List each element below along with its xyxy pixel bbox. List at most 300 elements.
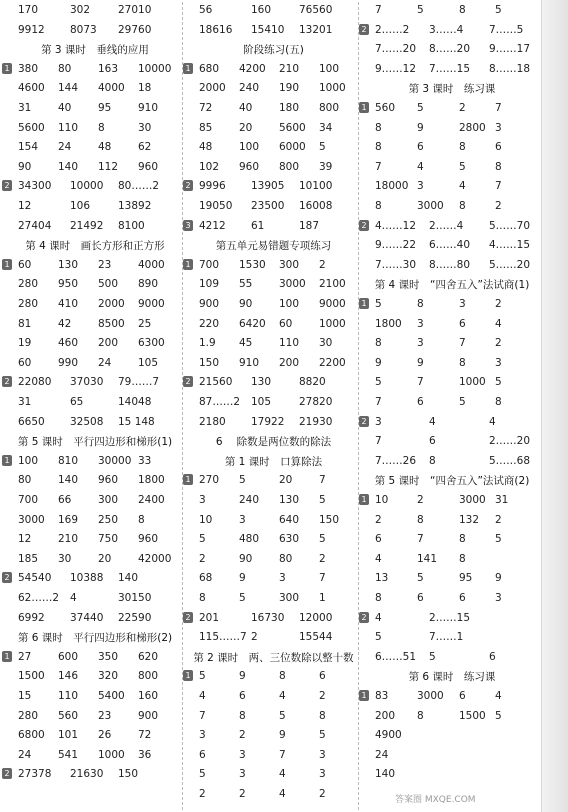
question-number-badge: 2 bbox=[359, 24, 369, 35]
lesson-heading bbox=[367, 81, 537, 97]
answer-value: 12 bbox=[18, 200, 32, 212]
answer-row bbox=[361, 493, 537, 507]
answer-row bbox=[367, 513, 537, 527]
answer-value: 24 bbox=[98, 356, 112, 369]
answer-value: 19050 bbox=[199, 200, 233, 212]
answer-value: 2 bbox=[319, 788, 326, 800]
answer-value: 240 bbox=[239, 82, 260, 95]
answer-value: 500 bbox=[98, 278, 119, 291]
answer-value: 5 bbox=[199, 670, 206, 683]
answer-value: 5 bbox=[459, 160, 466, 173]
answer-value: 8 bbox=[459, 356, 466, 369]
watermark-footer: 答案圈 MXQE.COM bbox=[395, 795, 476, 805]
answer-value: 115……7 bbox=[199, 631, 247, 644]
question-number-badge: 2 bbox=[183, 180, 193, 191]
answer-value: 90 bbox=[239, 298, 253, 310]
answer-value: 910 bbox=[138, 102, 159, 114]
answer-value: 25 bbox=[138, 317, 152, 330]
answer-value: 7 bbox=[375, 396, 382, 408]
answer-value: 80 bbox=[279, 552, 293, 565]
answer-value: 640 bbox=[279, 513, 300, 526]
answer-row bbox=[10, 728, 180, 742]
answer-value: 19 bbox=[18, 337, 32, 350]
answer-value: 280 bbox=[18, 278, 39, 291]
page-edge-strip bbox=[541, 0, 568, 812]
answer-value: 3 bbox=[417, 337, 424, 350]
answer-value: 8 bbox=[375, 337, 382, 350]
answer-value: 8 bbox=[417, 709, 424, 722]
answer-value: 4 bbox=[279, 788, 286, 800]
answer-row bbox=[191, 552, 356, 566]
answer-value: 700 bbox=[18, 494, 39, 506]
answer-value: 80 bbox=[18, 474, 32, 487]
question-number-badge: 2 bbox=[183, 376, 193, 387]
answer-value: 4 bbox=[199, 690, 206, 702]
answer-value: 4000 bbox=[138, 258, 165, 271]
answer-value: 5 bbox=[319, 729, 326, 742]
answer-value: 2 bbox=[319, 552, 326, 565]
answer-value: 21930 bbox=[299, 415, 333, 428]
answer-value: 1800 bbox=[138, 474, 165, 487]
answer-value: 21630 bbox=[70, 768, 104, 781]
answer-row bbox=[10, 199, 180, 213]
answer-row bbox=[4, 571, 180, 585]
answer-value: 15544 bbox=[299, 631, 333, 644]
answer-row bbox=[367, 552, 537, 566]
answer-value: 100 bbox=[279, 298, 300, 310]
answer-value: 380 bbox=[18, 62, 39, 75]
answer-row bbox=[10, 23, 180, 37]
answer-value: 4600 bbox=[18, 82, 45, 95]
answer-value: 110 bbox=[58, 121, 79, 134]
answer-value: 700 bbox=[199, 258, 220, 271]
question-number-badge: 1 bbox=[2, 651, 12, 662]
answer-value: 12 bbox=[18, 533, 32, 546]
answer-value: 30 bbox=[319, 337, 333, 350]
answer-value: 100 bbox=[18, 454, 39, 467]
answer-value: 9 bbox=[417, 356, 424, 369]
answer-value: 410 bbox=[58, 298, 79, 310]
heading-text: 第 4 课时 画长方形和正方形 bbox=[25, 240, 165, 253]
answer-value: 68 bbox=[199, 572, 213, 585]
answer-value: 6992 bbox=[18, 611, 45, 624]
answer-value: 24 bbox=[58, 141, 72, 154]
answer-value: 27010 bbox=[118, 4, 152, 16]
answer-value: 20 bbox=[239, 121, 253, 134]
answer-value: 5 bbox=[199, 533, 206, 546]
answer-value: 37440 bbox=[70, 611, 104, 624]
answer-value: 30150 bbox=[118, 592, 152, 604]
answer-row bbox=[4, 375, 180, 389]
answer-value: 4 bbox=[279, 690, 286, 702]
answer-value: 24 bbox=[375, 748, 389, 761]
answer-value: 61 bbox=[251, 219, 265, 232]
answer-value: 800 bbox=[279, 160, 300, 173]
answer-value: 2 bbox=[495, 200, 502, 212]
answer-value: 10100 bbox=[299, 180, 333, 193]
answer-value: 2 bbox=[239, 788, 246, 800]
question-number-badge: 1 bbox=[183, 63, 193, 74]
question-number-badge: 2 bbox=[2, 768, 12, 779]
answer-value: 185 bbox=[18, 552, 39, 565]
question-number-badge: 1 bbox=[2, 63, 12, 74]
answer-value: 31 bbox=[18, 102, 32, 114]
answer-row bbox=[367, 650, 537, 664]
answer-row bbox=[367, 42, 537, 56]
answer-value: 1500 bbox=[18, 670, 45, 683]
answer-value: 6300 bbox=[138, 337, 165, 350]
answer-value: 8 bbox=[375, 141, 382, 154]
answer-value: 5 bbox=[375, 298, 382, 310]
answer-value: 5 bbox=[375, 631, 382, 644]
answer-value: 3 bbox=[199, 494, 206, 506]
answer-value: 39 bbox=[319, 160, 333, 173]
answer-value: 13905 bbox=[251, 180, 285, 193]
answer-row bbox=[191, 513, 356, 527]
answer-value: 85 bbox=[199, 121, 213, 134]
answer-value: 6 bbox=[495, 141, 502, 154]
answer-value: 20 bbox=[279, 474, 293, 487]
lesson-heading bbox=[367, 277, 537, 293]
answer-value: 7 bbox=[375, 160, 382, 173]
answer-value: 320 bbox=[98, 670, 119, 683]
answer-value: 4 bbox=[495, 690, 502, 702]
answer-value: 7 bbox=[459, 337, 466, 350]
answer-value: 8 bbox=[375, 121, 382, 134]
answer-value: 5……68 bbox=[489, 454, 531, 467]
lesson-heading bbox=[191, 454, 356, 470]
answer-value: 101 bbox=[58, 729, 79, 742]
answer-value: 8 bbox=[459, 141, 466, 154]
answer-value: 2……20 bbox=[489, 435, 531, 448]
answer-row bbox=[367, 140, 537, 154]
answer-value: 2 bbox=[239, 729, 246, 742]
answer-value: 34300 bbox=[18, 180, 52, 193]
answer-value: 7 bbox=[319, 474, 326, 487]
answer-value: 6……40 bbox=[429, 239, 471, 252]
answer-value: 10 bbox=[375, 494, 389, 506]
answer-value: 1530 bbox=[239, 258, 266, 271]
answer-value: 6 bbox=[239, 690, 246, 702]
answer-value: 6 bbox=[319, 670, 326, 683]
answer-value: 300 bbox=[279, 258, 300, 271]
answer-row bbox=[367, 709, 537, 723]
answer-row bbox=[10, 277, 180, 291]
answer-row bbox=[10, 473, 180, 487]
answer-value: 60 bbox=[279, 317, 293, 330]
answer-value: 5……70 bbox=[489, 219, 531, 232]
answer-row bbox=[10, 611, 180, 625]
heading-text: 第 3 课时 练习课 bbox=[408, 83, 496, 96]
answer-value: 200 bbox=[375, 709, 396, 722]
answer-row bbox=[191, 199, 356, 213]
answer-value: 2 bbox=[495, 337, 502, 350]
answer-value: 7 bbox=[417, 533, 424, 546]
answer-value: 42000 bbox=[138, 552, 172, 565]
answer-value: 810 bbox=[58, 454, 79, 467]
answer-value: 5 bbox=[417, 102, 424, 114]
answer-value: 13201 bbox=[299, 23, 333, 36]
answer-value: 960 bbox=[98, 474, 119, 487]
answer-value: 4……15 bbox=[489, 239, 531, 252]
answer-value: 81 bbox=[18, 317, 32, 330]
answer-row bbox=[367, 336, 537, 350]
answer-value: 106 bbox=[70, 200, 91, 212]
answer-value: 7……26 bbox=[375, 454, 417, 467]
answer-value: 8500 bbox=[98, 317, 125, 330]
answer-value: 62 bbox=[138, 141, 152, 154]
answer-value: 27404 bbox=[18, 219, 52, 232]
answer-value: 33 bbox=[138, 454, 152, 467]
answer-value: 300 bbox=[279, 592, 300, 604]
answer-value: 45 bbox=[239, 337, 253, 350]
answer-value: 302 bbox=[70, 4, 91, 16]
answer-row bbox=[10, 121, 180, 135]
lesson-heading bbox=[367, 669, 537, 685]
lesson-heading bbox=[367, 473, 537, 489]
answer-value: 7 bbox=[199, 709, 206, 722]
answer-row bbox=[10, 532, 180, 546]
answer-value: 54540 bbox=[18, 572, 52, 585]
answer-value: 8 bbox=[138, 513, 145, 526]
answer-value: 40 bbox=[239, 102, 253, 114]
question-number-badge: 1 bbox=[359, 494, 369, 505]
answer-value: 7……1 bbox=[429, 631, 464, 644]
answer-row bbox=[10, 219, 180, 233]
answer-value: 17922 bbox=[251, 415, 285, 428]
answer-value: 560 bbox=[58, 709, 79, 722]
answer-row bbox=[10, 336, 180, 350]
answer-value: 1.9 bbox=[199, 337, 216, 350]
answer-row bbox=[4, 62, 180, 76]
lesson-heading bbox=[10, 630, 180, 646]
answer-value: 6 bbox=[417, 396, 424, 408]
answer-value: 16008 bbox=[299, 200, 333, 212]
answer-row bbox=[191, 415, 356, 429]
answer-row bbox=[185, 258, 356, 272]
answer-value: 163 bbox=[98, 62, 119, 75]
answer-row bbox=[361, 611, 537, 625]
answer-value: 541 bbox=[58, 748, 79, 761]
answer-value: 4 bbox=[495, 317, 502, 330]
answer-value: 990 bbox=[58, 356, 79, 369]
answer-row bbox=[10, 160, 180, 174]
answer-value: 3 bbox=[279, 572, 286, 585]
question-number-badge: 1 bbox=[359, 102, 369, 113]
answer-row bbox=[191, 493, 356, 507]
answer-value: 9912 bbox=[18, 23, 45, 36]
answer-value: 76560 bbox=[299, 4, 333, 16]
answer-row bbox=[191, 317, 356, 331]
answer-value: 3 bbox=[319, 768, 326, 781]
answer-value: 5 bbox=[429, 650, 436, 663]
answer-row bbox=[191, 81, 356, 95]
answer-row bbox=[185, 375, 356, 389]
answer-value: 4 bbox=[489, 415, 496, 428]
answer-value: 7 bbox=[495, 180, 502, 193]
answer-value: 8 bbox=[375, 592, 382, 604]
answer-row bbox=[367, 748, 537, 762]
answer-value: 8 bbox=[239, 709, 246, 722]
answer-value: 2 bbox=[459, 102, 466, 114]
question-number-badge: 1 bbox=[183, 474, 193, 485]
answer-value: 5 bbox=[199, 768, 206, 781]
answer-value: 3 bbox=[495, 592, 502, 604]
answer-value: 2180 bbox=[199, 415, 226, 428]
answer-value: 100 bbox=[319, 62, 340, 75]
answer-value: 7……20 bbox=[375, 43, 417, 56]
answer-value: 3 bbox=[239, 748, 246, 761]
answer-value: 6 bbox=[417, 592, 424, 604]
answer-row bbox=[367, 317, 537, 331]
heading-text: 阶段练习(五) bbox=[243, 44, 304, 57]
answer-value: 2400 bbox=[138, 494, 165, 506]
answer-row bbox=[10, 415, 180, 429]
answer-value: 9 bbox=[239, 572, 246, 585]
answer-value: 5600 bbox=[18, 121, 45, 134]
answer-value: 1800 bbox=[375, 317, 402, 330]
heading-text: 第 6 课时 练习课 bbox=[408, 671, 496, 684]
answer-value: 3 bbox=[239, 513, 246, 526]
answer-column-right bbox=[361, 0, 537, 812]
answer-value: 72 bbox=[138, 729, 152, 742]
answer-value: 102 bbox=[199, 160, 220, 173]
answer-value: 3000 bbox=[417, 690, 444, 702]
answer-value: 6800 bbox=[18, 729, 45, 742]
answer-value: 1000 bbox=[98, 748, 125, 761]
answer-value: 9……22 bbox=[375, 239, 417, 252]
answer-value: 3 bbox=[417, 180, 424, 193]
answer-value: 22590 bbox=[118, 611, 152, 624]
question-number-badge: 1 bbox=[359, 298, 369, 309]
answer-value: 9 bbox=[495, 572, 502, 585]
answer-value: 5400 bbox=[98, 690, 125, 702]
answer-value: 100 bbox=[239, 141, 260, 154]
answer-value: 3000 bbox=[417, 200, 444, 212]
answer-value: 4200 bbox=[239, 62, 266, 75]
answer-row bbox=[10, 140, 180, 154]
answer-value: 31 bbox=[18, 396, 32, 408]
answer-column-left bbox=[4, 0, 180, 812]
answer-row bbox=[191, 101, 356, 115]
answer-row bbox=[185, 219, 356, 233]
unit-heading bbox=[191, 434, 356, 450]
answer-row bbox=[4, 650, 180, 664]
answer-value: 2000 bbox=[98, 298, 125, 310]
answer-value: 18 bbox=[138, 82, 152, 95]
answer-value: 8……20 bbox=[429, 43, 471, 56]
answer-value: 2 bbox=[375, 513, 382, 526]
answer-value: 900 bbox=[138, 709, 159, 722]
answer-row bbox=[4, 258, 180, 272]
answer-row bbox=[191, 140, 356, 154]
answer-row bbox=[367, 3, 537, 17]
answer-value: 460 bbox=[58, 337, 79, 350]
answer-value: 5 bbox=[417, 572, 424, 585]
answer-row bbox=[367, 630, 537, 644]
question-number-badge: 1 bbox=[359, 690, 369, 701]
answer-row bbox=[10, 669, 180, 683]
answer-value: 190 bbox=[279, 82, 300, 95]
answer-value: 800 bbox=[319, 102, 340, 114]
answer-value: 3……4 bbox=[429, 23, 464, 36]
answer-value: 6 bbox=[459, 690, 466, 702]
answer-value: 240 bbox=[239, 494, 260, 506]
answer-row bbox=[185, 473, 356, 487]
answer-value: 13 bbox=[375, 572, 389, 585]
answer-value: 2 bbox=[495, 298, 502, 310]
answer-value: 8 bbox=[459, 552, 466, 565]
answer-row bbox=[10, 748, 180, 762]
heading-text: 第 5 课时 平行四边形和梯形(1) bbox=[17, 436, 173, 449]
answer-value: 5 bbox=[495, 533, 502, 546]
answer-value: 42 bbox=[58, 317, 72, 330]
answer-value: 109 bbox=[199, 278, 220, 291]
answer-value: 2……2 bbox=[375, 23, 410, 36]
answer-value: 270 bbox=[199, 474, 220, 487]
answer-row bbox=[367, 591, 537, 605]
answer-value: 2……4 bbox=[429, 219, 464, 232]
answer-value: 9000 bbox=[138, 298, 165, 310]
answer-value: 2200 bbox=[319, 356, 346, 369]
answer-value: 8073 bbox=[70, 23, 97, 36]
answer-row bbox=[4, 454, 180, 468]
question-number-badge: 2 bbox=[183, 612, 193, 623]
answer-value: 9……17 bbox=[489, 43, 531, 56]
answer-value: 7 bbox=[279, 748, 286, 761]
answer-value: 10388 bbox=[70, 572, 104, 585]
answer-row bbox=[10, 3, 180, 17]
answer-value: 146 bbox=[58, 670, 79, 683]
answer-value: 105 bbox=[251, 396, 272, 408]
answer-row bbox=[361, 23, 537, 37]
answer-value: 6 bbox=[199, 748, 206, 761]
question-number-badge: 1 bbox=[2, 455, 12, 466]
answer-value: 110 bbox=[279, 337, 300, 350]
answer-value: 7 bbox=[375, 4, 382, 16]
answer-value: 15 bbox=[18, 690, 32, 702]
answer-row bbox=[191, 748, 356, 762]
answer-row bbox=[191, 630, 356, 644]
lesson-heading bbox=[10, 434, 180, 450]
answer-row bbox=[367, 454, 537, 468]
answer-value: 480 bbox=[239, 533, 260, 546]
answer-value: 1000 bbox=[459, 376, 486, 389]
question-number-badge: 1 bbox=[2, 259, 12, 270]
answer-value: 140 bbox=[58, 474, 79, 487]
answer-row bbox=[10, 317, 180, 331]
answer-row bbox=[361, 297, 537, 311]
lesson-heading bbox=[10, 238, 180, 254]
answer-value: 1000 bbox=[319, 82, 346, 95]
answer-value: 280 bbox=[18, 298, 39, 310]
answer-row bbox=[10, 81, 180, 95]
answer-value: 4 bbox=[459, 180, 466, 193]
answer-value: 4 bbox=[279, 768, 286, 781]
answer-value: 150 bbox=[118, 768, 139, 781]
answer-value: 24 bbox=[18, 748, 32, 761]
answer-row bbox=[10, 513, 180, 527]
answer-value: 2 bbox=[251, 631, 258, 644]
answer-row bbox=[10, 709, 180, 723]
answer-value: 95 bbox=[98, 102, 112, 114]
answer-row bbox=[191, 571, 356, 585]
answer-value: 30 bbox=[138, 121, 152, 134]
answer-value: 27 bbox=[18, 650, 32, 663]
answer-value: 10000 bbox=[138, 62, 172, 75]
answer-value: 950 bbox=[58, 278, 79, 291]
answer-value: 5 bbox=[459, 396, 466, 408]
